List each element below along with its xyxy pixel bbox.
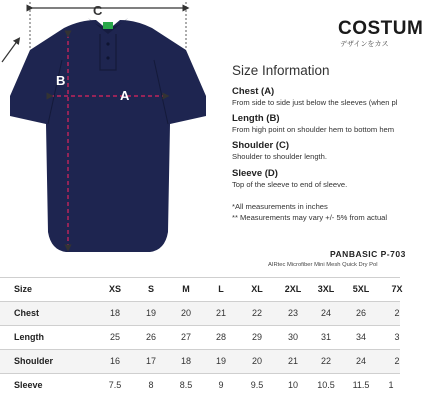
table-cell: Length [14, 332, 44, 342]
measurement-note: *All measurements in inches [232, 202, 328, 211]
table-row [0, 350, 400, 373]
table-cell: 26 [145, 332, 156, 342]
table-cell: 22 [251, 308, 262, 318]
sleeve-measure-line [2, 40, 18, 62]
table-cell: 27 [180, 332, 191, 342]
table-row [0, 326, 400, 349]
table-header: Size [14, 284, 33, 294]
table-cell: 17 [145, 356, 156, 366]
table-cell: 20 [251, 356, 262, 366]
table-header: S [147, 284, 154, 294]
table-cell: 9.5 [250, 380, 264, 390]
chest-desc: From side to side just below the sleeves (when pl [232, 98, 398, 107]
table-cell: 30 [287, 332, 298, 342]
chest-heading: Chest (A) [232, 86, 275, 97]
table-header: 2XL [284, 284, 302, 294]
variance-note: ** Measurements may vary +/- 5% from actual [232, 213, 388, 222]
product-description: AIRtec Microfiber Mini Mesh Quick Dry Pol [268, 262, 378, 268]
table-cell: 1 [388, 380, 394, 390]
table-cell: Shoulder [14, 356, 54, 366]
table-header: 7X [391, 284, 403, 294]
table-cell: 9 [218, 380, 224, 390]
table-header-row [0, 278, 403, 301]
table-cell: 10 [287, 380, 298, 390]
sleeve-heading: Sleeve (D) [232, 168, 278, 179]
shoulder-desc: Shoulder to shoulder length. [232, 152, 327, 161]
button [106, 56, 109, 59]
table-cell: 19 [145, 308, 156, 318]
table-cell: 11.5 [352, 380, 370, 390]
product-code: PANBASIC P-703 [330, 249, 406, 259]
table-cell: 29 [251, 332, 262, 342]
length-desc: From high point on shoulder hem to bottom hem [232, 125, 395, 134]
table-cell: 18 [180, 356, 191, 366]
table-cell: 10.5 [317, 380, 335, 390]
table-cell: Chest [14, 308, 40, 318]
brand-tagline: デザインをカス [340, 41, 389, 48]
table-cell: 7.5 [108, 380, 122, 390]
table-cell: 20 [180, 308, 191, 318]
table-cell: 21 [215, 308, 226, 318]
shirt-body [10, 20, 206, 252]
button [106, 42, 109, 45]
length-heading: Length (B) [232, 113, 280, 124]
brand-logo: COSTUM [338, 18, 423, 39]
table-cell: 8.5 [179, 380, 193, 390]
table-cell: 31 [320, 332, 331, 342]
table-header: XS [108, 284, 121, 294]
table-header: 5XL [352, 284, 370, 294]
label-c: C [93, 3, 103, 18]
table-cell: 28 [215, 332, 226, 342]
table-cell: 23 [287, 308, 298, 318]
table-cell: 26 [355, 308, 366, 318]
table-cell: Sleeve [14, 380, 43, 390]
shoulder-heading: Shoulder (C) [232, 140, 289, 151]
table-cell: 19 [215, 356, 226, 366]
table-cell: 34 [355, 332, 366, 342]
table-header: M [182, 284, 190, 294]
size-info-title: Size Information [232, 63, 330, 78]
table-header: XL [251, 284, 263, 294]
sleeve-desc: Top of the sleeve to end of sleeve. [232, 180, 348, 189]
table-row [0, 302, 400, 325]
table-cell: 25 [109, 332, 120, 342]
table-cell: 3 [394, 332, 400, 342]
table-cell: 2 [394, 356, 400, 366]
table-header: L [218, 284, 224, 294]
table-cell: 8 [148, 380, 154, 390]
table-header: 3XL [317, 284, 335, 294]
table-cell: 22 [320, 356, 331, 366]
shirt-illustration [0, 0, 230, 270]
table-cell: 21 [287, 356, 298, 366]
collar-tag [103, 22, 113, 29]
table-cell: 24 [320, 308, 331, 318]
table-cell: 2 [394, 308, 400, 318]
table-row [0, 374, 400, 397]
label-a: A [120, 88, 130, 103]
table-cell: 24 [355, 356, 366, 366]
label-b: B [56, 73, 66, 88]
table-cell: 16 [109, 356, 120, 366]
table-cell: 18 [109, 308, 120, 318]
